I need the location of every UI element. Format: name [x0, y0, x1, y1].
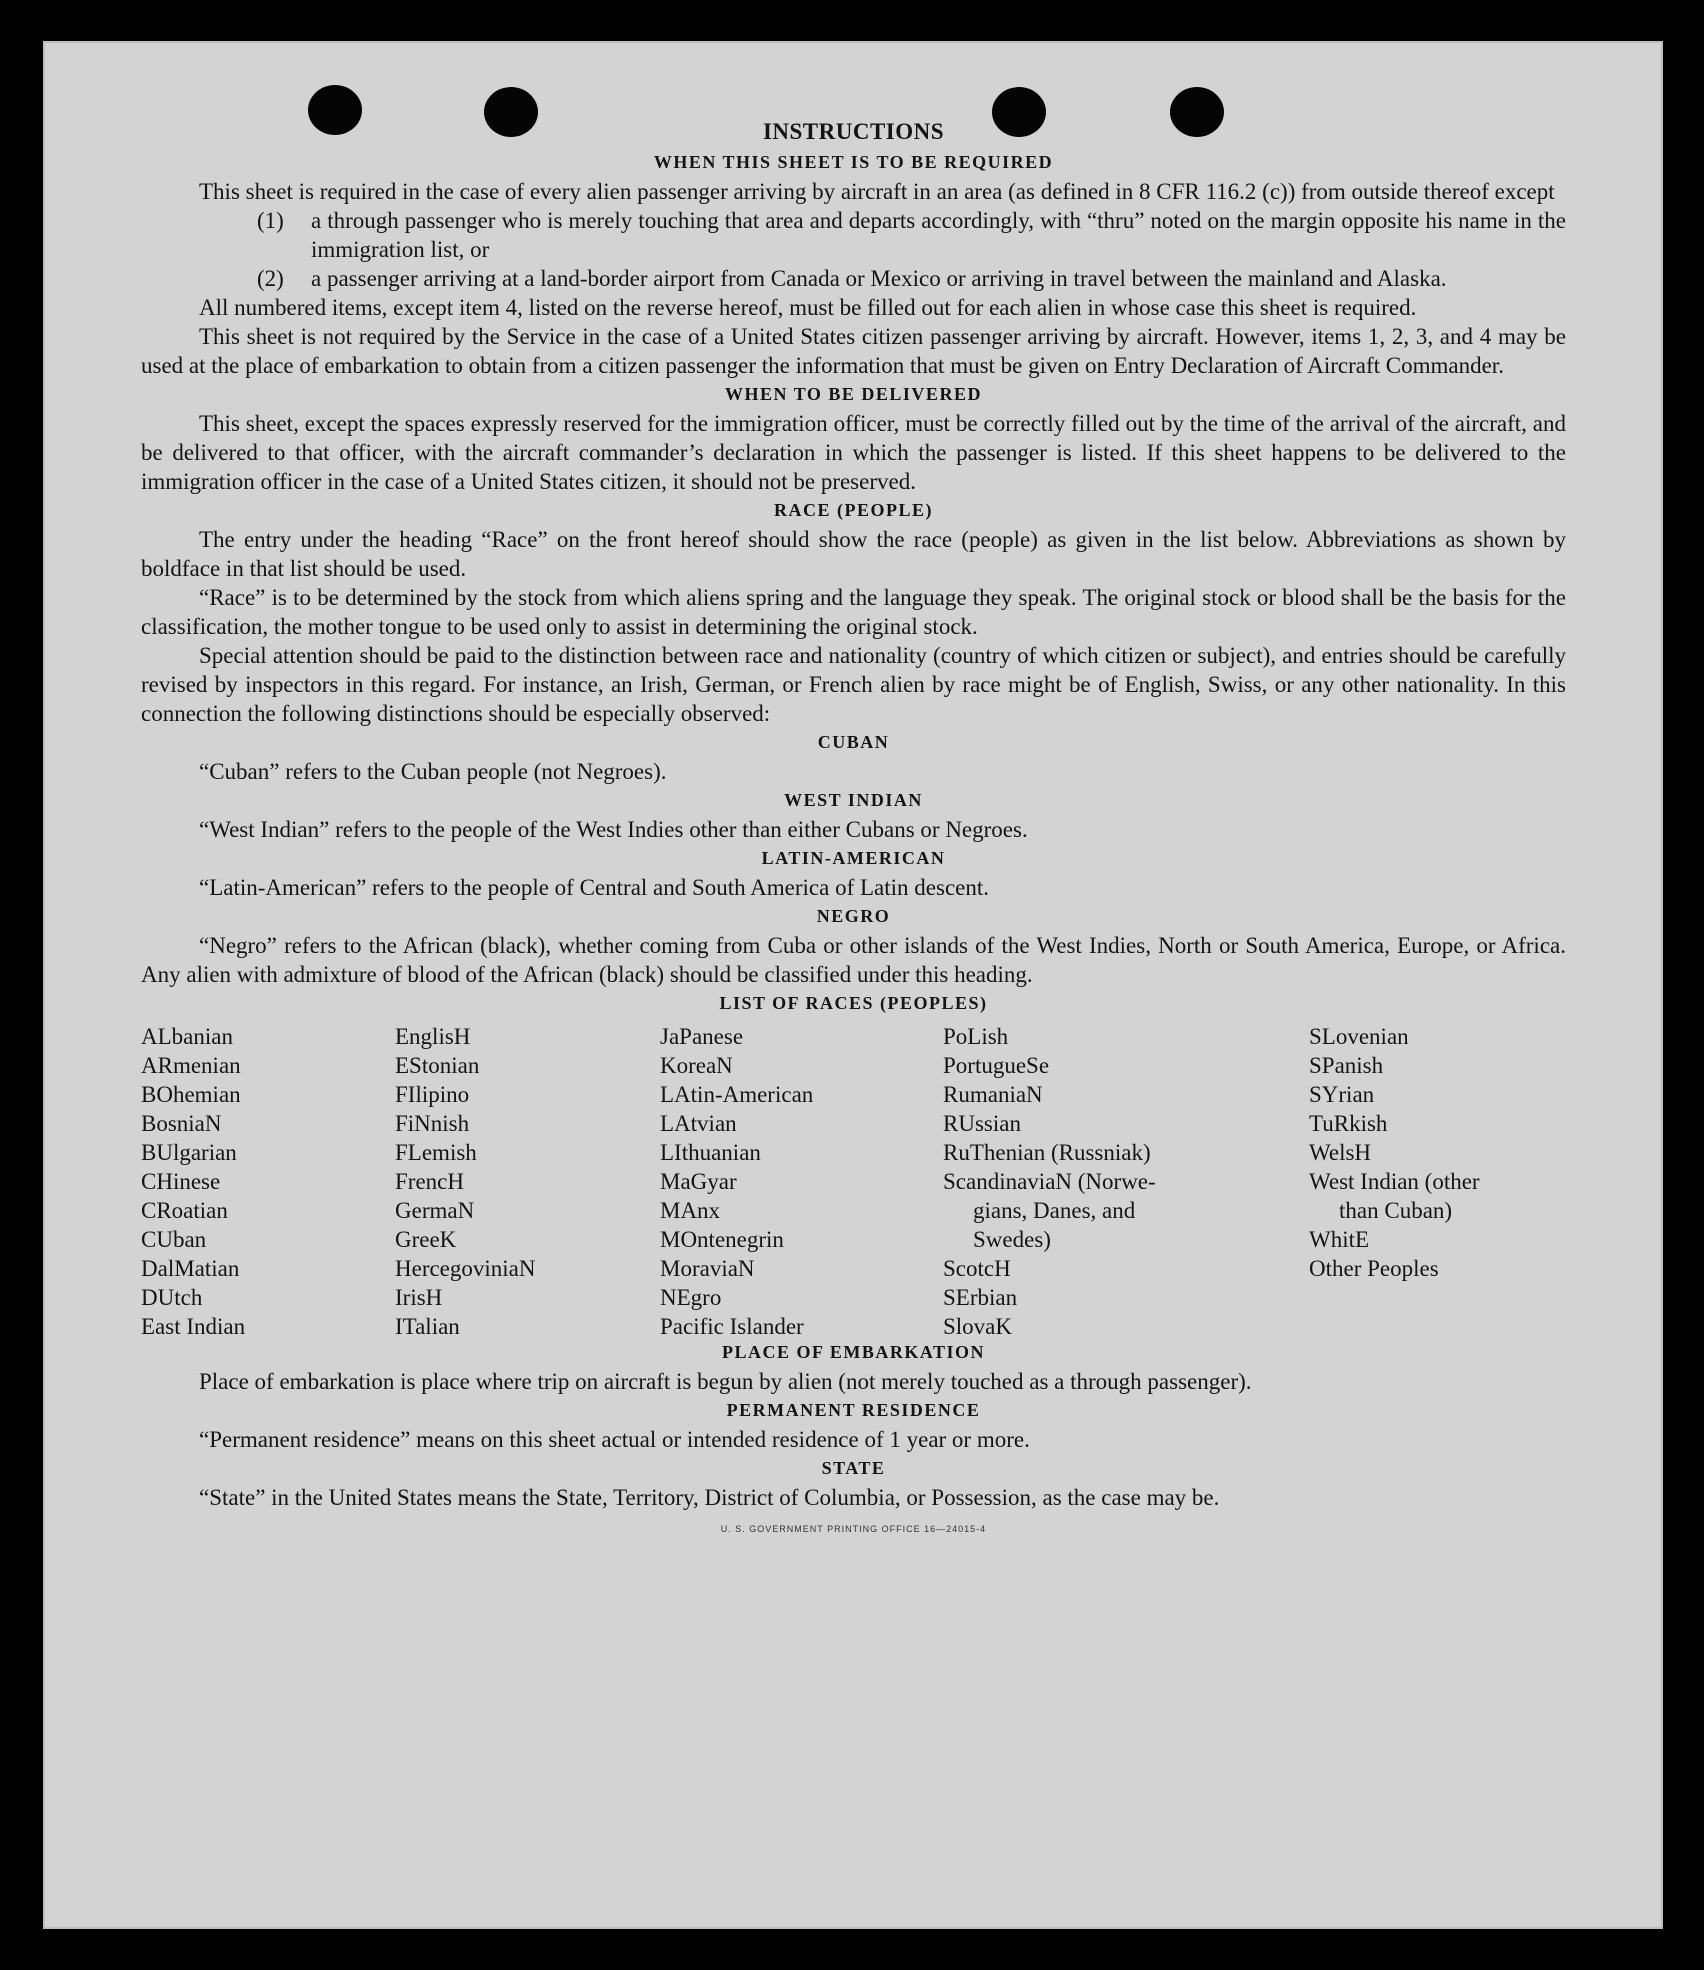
race-entry: Other Peoples [1309, 1256, 1439, 1281]
paragraph: “Latin-American” refers to the people of Central and South America of Latin descent. [199, 875, 989, 900]
race-entry: Pacific Islander [660, 1314, 804, 1339]
paragraph: Special attention should be paid to the distinction between race and nationality (country of which citizen or subject), and entries should be carefully revised by inspectors in this regard. For instance, an Irish, German, or French alien by race might be of English, Swiss, or any other nationality. In this connection the following distinctions should be especially observed: [141, 643, 1566, 726]
race-entry: BosniaN [141, 1111, 222, 1136]
section-heading: STATE [821, 1458, 886, 1478]
race-entry: MOntenegrin [660, 1227, 784, 1252]
race-entry: WelsH [1309, 1140, 1372, 1165]
paragraph: All numbered items, except item 4, listed on the reverse hereof, must be filled out for each alien in whose case this sheet is required. [199, 295, 1417, 320]
race-entry: BUlgarian [141, 1140, 237, 1165]
race-entry: than Cuban) [1339, 1198, 1453, 1223]
race-entry: West Indian (other [1309, 1169, 1480, 1194]
races-column [943, 1022, 1156, 1341]
race-entry: MoraviaN [660, 1256, 755, 1281]
numbered-item [257, 206, 1566, 264]
race-entry: ScandinaviaN (Norwe- [943, 1169, 1156, 1194]
race-entry: EnglisH [395, 1024, 471, 1049]
race-entry: MAnx [660, 1198, 721, 1223]
section-heading: WEST INDIAN [784, 790, 923, 810]
race-entry: MaGyar [660, 1169, 737, 1194]
race-entry: ScotcH [943, 1256, 1011, 1281]
race-entry: BOhemian [141, 1082, 241, 1107]
race-entry: CRoatian [141, 1198, 228, 1223]
section-heading: LIST OF RACES (PEOPLES) [719, 993, 988, 1013]
section-heading: WHEN THIS SHEET IS TO BE REQUIRED [653, 152, 1054, 172]
race-entry: ALbanian [141, 1024, 233, 1049]
item-text: a through passenger who is merely touching that area and departs accordingly, with “thru” noted on the margin opposite his name in the immigration list, or [311, 208, 1566, 262]
race-entry: SYrian [1309, 1082, 1375, 1107]
section-heading: WHEN TO BE DELIVERED [725, 384, 982, 404]
races-column [141, 1022, 245, 1341]
race-entry: LAtvian [660, 1111, 737, 1136]
paragraph: “West Indian” refers to the people of the West Indies other than either Cubans or Negroes. [199, 817, 1028, 842]
race-entry: GreeK [395, 1227, 457, 1252]
race-entry: SLovenian [1309, 1024, 1409, 1049]
race-entry: DalMatian [141, 1256, 240, 1281]
race-entry: SPanish [1309, 1053, 1384, 1078]
paragraph: The entry under the heading “Race” on the front hereof should show the race (people) as given in the list below. Abbreviations as shown by boldface in that list should be used. [141, 527, 1566, 581]
section-heading: LATIN-AMERICAN [761, 848, 946, 868]
race-entry: TuRkish [1309, 1111, 1388, 1136]
item-number: (1) [257, 208, 284, 233]
race-entry: LIthuanian [660, 1140, 761, 1165]
race-entry: JaPanese [660, 1024, 744, 1049]
document-page [43, 41, 1663, 1929]
paragraph: “Negro” refers to the African (black), whether coming from Cuba or other islands of the West Indies, North or South America, Europe, or Africa. Any alien with admixture of blood of the African (black) should be classified under this heading. [141, 933, 1566, 987]
race-entry: East Indian [141, 1314, 246, 1339]
race-entry: ARmenian [141, 1053, 241, 1078]
race-entry: gians, Danes, and [973, 1198, 1136, 1223]
race-entry: NEgro [660, 1285, 722, 1310]
page-title: INSTRUCTIONS [762, 119, 945, 144]
races-column [1309, 1022, 1480, 1283]
race-entry: KoreaN [660, 1053, 733, 1078]
printing-office-imprint: U. S. GOVERNMENT PRINTING OFFICE 16—24015-4 [720, 1524, 987, 1534]
race-entry: Swedes) [973, 1227, 1051, 1252]
race-entry: WhitE [1309, 1227, 1370, 1252]
race-entry: FrencH [395, 1169, 464, 1194]
race-entry: DUtch [141, 1285, 203, 1310]
race-entry: LAtin-American [660, 1082, 814, 1107]
race-entry: FiNnish [395, 1111, 470, 1136]
race-entry: FIlipino [395, 1082, 470, 1107]
section-heading: NEGRO [816, 906, 891, 926]
item-text: a passenger arriving at a land-border airport from Canada or Mexico or arriving in travel between the mainland and Alaska. [311, 266, 1447, 291]
races-list [141, 1018, 1566, 1338]
race-entry: EStonian [395, 1053, 480, 1078]
paragraph: This sheet is required in the case of every alien passenger arriving by aircraft in an area (as defined in 8 CFR 116.2 (c)) from outside thereof except [199, 179, 1555, 204]
race-entry: RUssian [943, 1111, 1021, 1136]
race-entry: RumaniaN [943, 1082, 1043, 1107]
section-heading: PERMANENT RESIDENCE [726, 1400, 981, 1420]
race-entry: IrisH [395, 1285, 443, 1310]
race-entry: SErbian [943, 1285, 1018, 1310]
race-entry: CUban [141, 1227, 207, 1252]
section-heading: CUBAN [817, 732, 890, 752]
race-entry: RuThenian (Russniak) [943, 1140, 1151, 1165]
paragraph: Place of embarkation is place where trip on aircraft is begun by alien (not merely touched as a through passenger). [199, 1369, 1252, 1394]
races-column [660, 1022, 813, 1341]
instructions-content [141, 116, 1566, 1534]
paragraph: “State” in the United States means the State, Territory, District of Columbia, or Possession, as the case may be. [199, 1485, 1220, 1510]
paragraph: This sheet, except the spaces expressly reserved for the immigration officer, must be correctly filled out by the time of the arrival of the aircraft, and be delivered to that officer, with the aircraft commander’s declaration in which the passenger is listed. If this sheet happens to be delivered to the immigration officer in the case of a United States citizen, it should not be preserved. [141, 411, 1566, 494]
races-column [395, 1022, 536, 1341]
race-entry: FLemish [395, 1140, 477, 1165]
race-entry: PoLish [943, 1024, 1009, 1049]
race-entry: ITalian [395, 1314, 460, 1339]
paragraph: This sheet is not required by the Service in the case of a United States citizen passenger arriving by aircraft. However, items 1, 2, 3, and 4 may be used at the place of embarkation to obtain from a citizen passenger the information that must be given on Entry Declaration of Aircraft Commander. [141, 324, 1566, 378]
paragraph: “Cuban” refers to the Cuban people (not Negroes). [199, 759, 667, 784]
race-entry: CHinese [141, 1169, 221, 1194]
paragraph: “Race” is to be determined by the stock from which aliens spring and the language they speak. The original stock or blood shall be the basis for the classification, the mother tongue to be used only to assist in determining the original stock. [141, 585, 1566, 639]
race-entry: HercegoviniaN [395, 1256, 536, 1281]
race-entry: PortugueSe [943, 1053, 1050, 1078]
section-heading: PLACE OF EMBARKATION [721, 1342, 985, 1362]
numbered-item [257, 264, 1566, 293]
race-entry: GermaN [395, 1198, 475, 1223]
item-number: (2) [257, 266, 284, 291]
race-entry: SlovaK [943, 1314, 1012, 1339]
paragraph: “Permanent residence” means on this sheet actual or intended residence of 1 year or more. [199, 1427, 1030, 1452]
section-heading: RACE (PEOPLE) [774, 500, 933, 520]
